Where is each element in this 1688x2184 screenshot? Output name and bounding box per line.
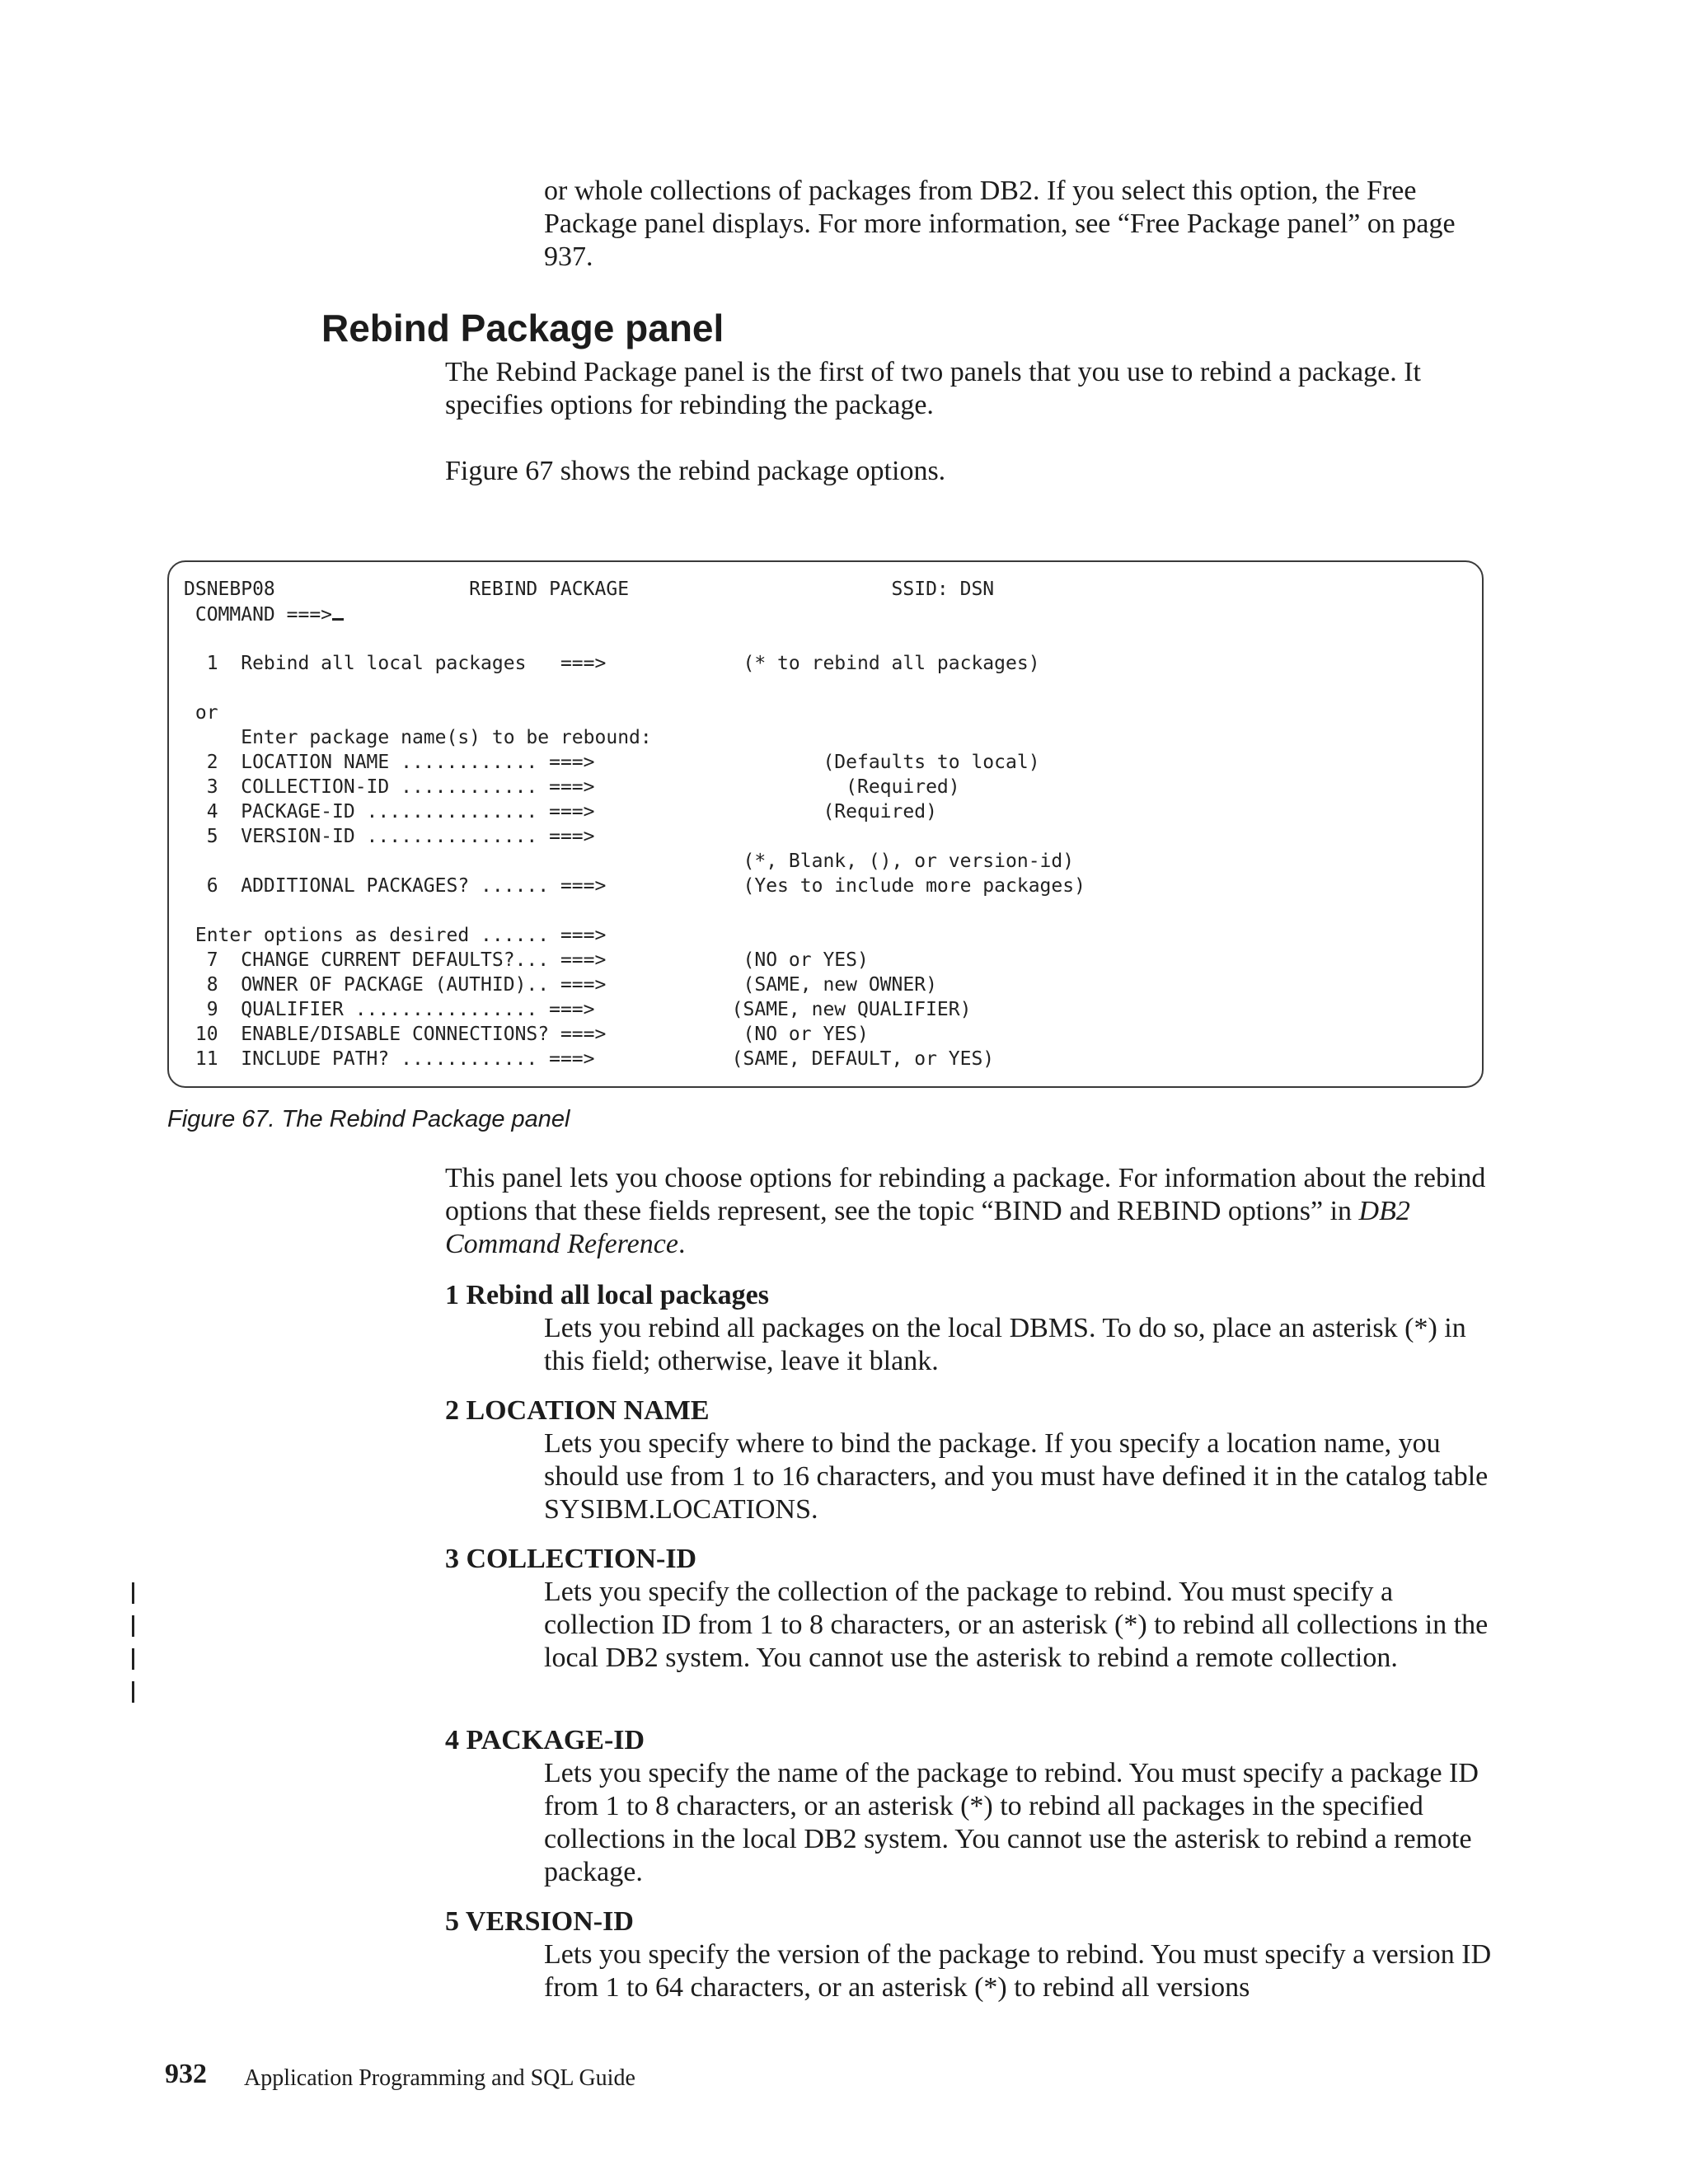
body-paragraph-end: .	[678, 1229, 686, 1259]
revision-bar	[132, 1681, 134, 1703]
panel-line: 5 VERSION-ID ............... ===>	[184, 826, 595, 847]
field-term: 3 COLLECTION-ID	[445, 1544, 697, 1574]
field-description: Lets you specify the version of the package to rebind. You must specify a version ID from 1 to 64 characters, or an asterisk (*) to rebind all versions	[544, 1939, 1492, 2003]
field-term: 1 Rebind all local packages	[445, 1280, 769, 1310]
panel-line: Enter options as desired ...... ===>	[184, 925, 607, 946]
page-number: 932	[165, 2059, 207, 2089]
panel-line: Enter package name(s) to be rebound:	[184, 727, 652, 748]
figure-caption: Figure 67. The Rebind Package panel	[167, 1106, 570, 1132]
revision-bar	[132, 1648, 134, 1670]
panel-line: 3 COLLECTION-ID ............ ===> (Required)	[184, 776, 960, 798]
panel-command-prompt: COMMAND ===>	[184, 604, 333, 626]
panel-line: 1 Rebind all local packages ===> (* to rebind all packages)	[184, 653, 1040, 674]
panel-line: 2 LOCATION NAME ............ ===> (Defaults to local)	[184, 752, 1040, 773]
panel-line: 4 PACKAGE-ID ............... ===> (Required)	[184, 801, 937, 823]
panel-line: 6 ADDITIONAL PACKAGES? ...... ===> (Yes to include more packages)	[184, 875, 1085, 897]
panel-line: 10 ENABLE/DISABLE CONNECTIONS? ===> (NO or YES)	[184, 1024, 869, 1045]
panel-line: 7 CHANGE CURRENT DEFAULTS?... ===> (NO or YES)	[184, 949, 869, 971]
panel-line: (*, Blank, (), or version-id)	[184, 851, 1075, 872]
field-term: 2 LOCATION NAME	[445, 1395, 710, 1426]
field-term: 4 PACKAGE-ID	[445, 1725, 645, 1755]
revision-bar	[132, 1582, 134, 1604]
field-description: Lets you specify the collection of the package to rebind. You must specify a collection ID from 1 to 8 characters, or an asterisk (*) to rebind all collections in the local DB2 system. You cannot use the asterisk to rebind a remote collection.	[544, 1577, 1489, 1673]
panel-line: 8 OWNER OF PACKAGE (AUTHID).. ===> (SAME, new OWNER)	[184, 974, 937, 996]
field-description: Lets you rebind all packages on the local DBMS. To do so, place an asterisk (*) in this field; otherwise, leave it blank.	[544, 1313, 1466, 1376]
body-paragraph	[445, 1162, 1508, 1261]
section-heading: Rebind Package panel	[321, 307, 724, 349]
revision-bar	[132, 1615, 134, 1637]
panel-line: 11 INCLUDE PATH? ............ ===> (SAME, DEFAULT, or YES)	[184, 1048, 995, 1070]
field-term: 5 VERSION-ID	[445, 1906, 634, 1937]
section-intro-paragraph: The Rebind Package panel is the first of two panels that you use to rebind a package. It specifies options for rebinding the package.	[445, 357, 1421, 420]
cursor-icon	[332, 602, 344, 621]
field-description: Lets you specify where to bind the package. If you specify a location name, you should use from 1 to 16 characters, and you must have defined it in the catalog table SYSIBM.LOCATIONS.	[544, 1428, 1489, 1525]
rebind-package-panel-figure	[167, 560, 1484, 1088]
intro-paragraph: or whole collections of packages from DB2. If you select this option, the Free Package panel displays. For more information, see “Free Package panel” on page 937.	[544, 176, 1456, 272]
panel-line: or	[184, 702, 218, 724]
panel-command-line	[184, 602, 344, 627]
panel-line: 9 QUALIFIER ................ ===> (SAME, new QUALIFIER)	[184, 999, 972, 1020]
panel-line: DSNEBP08 REBIND PACKAGE SSID: DSN	[184, 579, 995, 600]
book-reference: DB2 Command Reference	[445, 1196, 1410, 1259]
body-paragraph-text: This panel lets you choose options for rebinding a package. For information about the rebind options that these fields represent, see the topic “BIND and REBIND options” in	[445, 1163, 1486, 1226]
figure-reference-paragraph: Figure 67 shows the rebind package options.	[445, 456, 946, 486]
book-title: Application Programming and SQL Guide	[244, 2065, 635, 2091]
field-description: Lets you specify the name of the package to rebind. You must specify a package ID from 1 to 8 characters, or an asterisk (*) to rebind all packages in the specified collections in the local DB2 system. You cannot use the asterisk to rebind a remote package.	[544, 1758, 1479, 1887]
